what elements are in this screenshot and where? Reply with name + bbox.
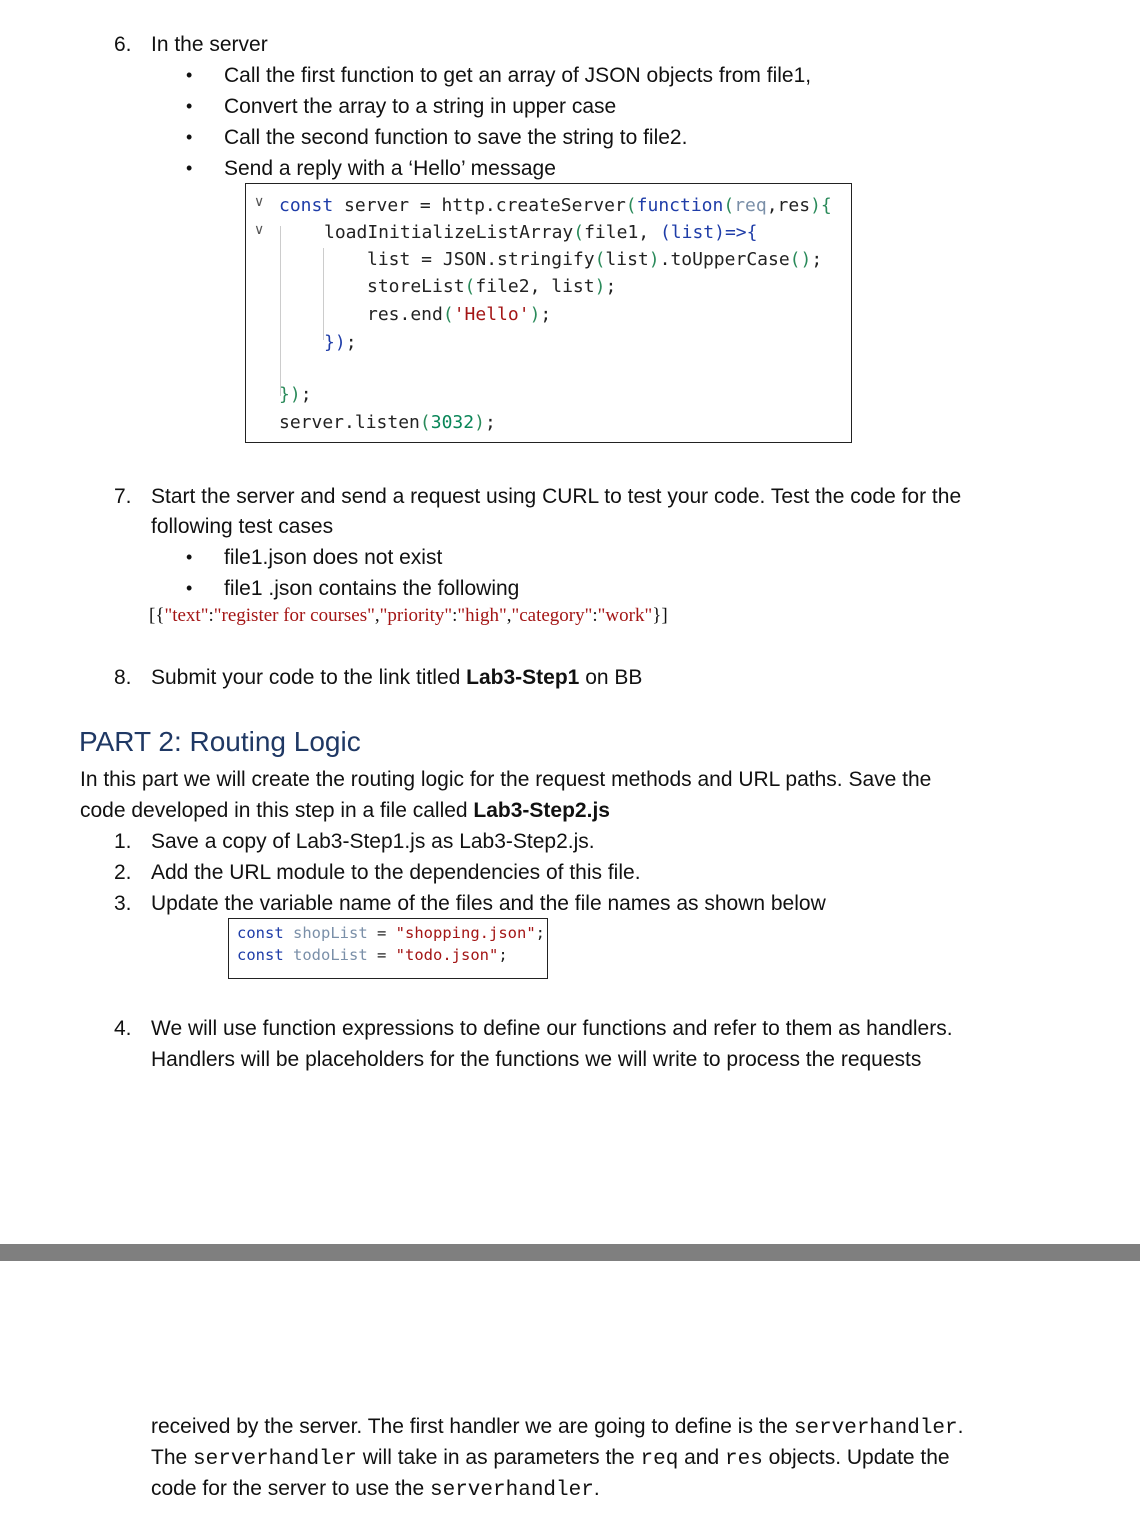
step7-bullet-1: file1.json does not exist: [224, 546, 443, 569]
part2-intro-line-1: In this part we will create the routing logic for the request methods and URL paths. Save the: [80, 768, 932, 791]
code-block-filenames: [228, 918, 548, 979]
step7-number: 7.: [114, 485, 132, 508]
step6-number: 6.: [114, 33, 132, 56]
indent-guide: [323, 248, 324, 340]
bullet-icon: •: [186, 158, 193, 178]
part2-intro-line-2: code developed in this step in a file called Lab3-Step2.js: [80, 799, 610, 822]
step8-number: 8.: [114, 666, 132, 689]
part2-item-number: 2.: [114, 861, 132, 884]
part2-item-number: 1.: [114, 830, 132, 853]
part2-item-number: 3.: [114, 892, 132, 915]
code-line-7: });: [279, 384, 312, 405]
part2-item-4-line-2: Handlers will be placeholders for the functions we will write to process the requests: [151, 1048, 922, 1071]
bullet-icon: •: [186, 547, 193, 567]
bullet-icon: •: [186, 578, 193, 598]
code-block-server: [245, 183, 852, 443]
step7-line-1: Start the server and send a request using CURL to test your code. Test the code for the: [151, 485, 962, 508]
step6-bullet-4: Send a reply with a ‘Hello’ message: [224, 157, 556, 180]
step6-bullet-2: Convert the array to a string in upper case: [224, 95, 617, 118]
step7-line-2: following test cases: [151, 515, 334, 538]
part2-heading: PART 2: Routing Logic: [79, 726, 361, 757]
continued-line-2: The serverhandler will take in as parameters the req and res objects. Update the: [151, 1446, 950, 1471]
bullet-icon: •: [186, 96, 193, 116]
code-line-todolist: const todoList = "todo.json";: [237, 946, 508, 964]
step6-text: In the server: [151, 33, 268, 56]
fold-chevron-icon: ∨: [254, 193, 265, 209]
continued-line-1: received by the server. The first handler we are going to define is the serverhandler.: [151, 1415, 964, 1440]
step7-bullet-2: file1 .json contains the following: [224, 577, 520, 600]
step6-bullet-3: Call the second function to save the string to file2.: [224, 126, 688, 149]
step6-bullet-1: Call the first function to get an array of JSON objects from file1,: [224, 64, 812, 87]
code-line-1: const server = http.createServer(function(req,res){: [279, 195, 832, 216]
code-line-2: loadInitializeListArray(file1, (list)=>{: [324, 222, 758, 243]
indent-guide: [280, 226, 281, 396]
bullet-icon: •: [186, 65, 193, 85]
code-line-3: list = JSON.stringify(list).toUpperCase();: [367, 249, 823, 270]
code-line-6: });: [324, 332, 357, 353]
page-divider: [0, 1244, 1140, 1261]
part2-item-2: Add the URL module to the dependencies of this file.: [151, 861, 641, 884]
step8-text: Submit your code to the link titled Lab3-Step1 on BB: [151, 666, 643, 689]
part2-item-3: Update the variable name of the files and the file names as shown below: [151, 892, 826, 915]
part2-item-1: Save a copy of Lab3-Step1.js as Lab3-Step2.js.: [151, 830, 595, 853]
code-line-4: storeList(file2, list);: [367, 276, 617, 297]
code-line-shoplist: const shopList = "shopping.json";: [237, 924, 545, 942]
part2-item-number: 4.: [114, 1017, 132, 1040]
json-sample: [{"text":"register for courses","priority":"high","category":"work"}]: [149, 605, 668, 626]
bullet-icon: •: [186, 127, 193, 147]
fold-chevron-icon: ∨: [254, 221, 265, 237]
code-line-8: server.listen(3032);: [279, 412, 496, 433]
code-line-5: res.end('Hello');: [367, 304, 552, 325]
part2-item-4-line-1: We will use function expressions to define our functions and refer to them as handlers.: [151, 1017, 953, 1040]
continued-line-3: code for the server to use the serverhandler.: [151, 1477, 600, 1502]
